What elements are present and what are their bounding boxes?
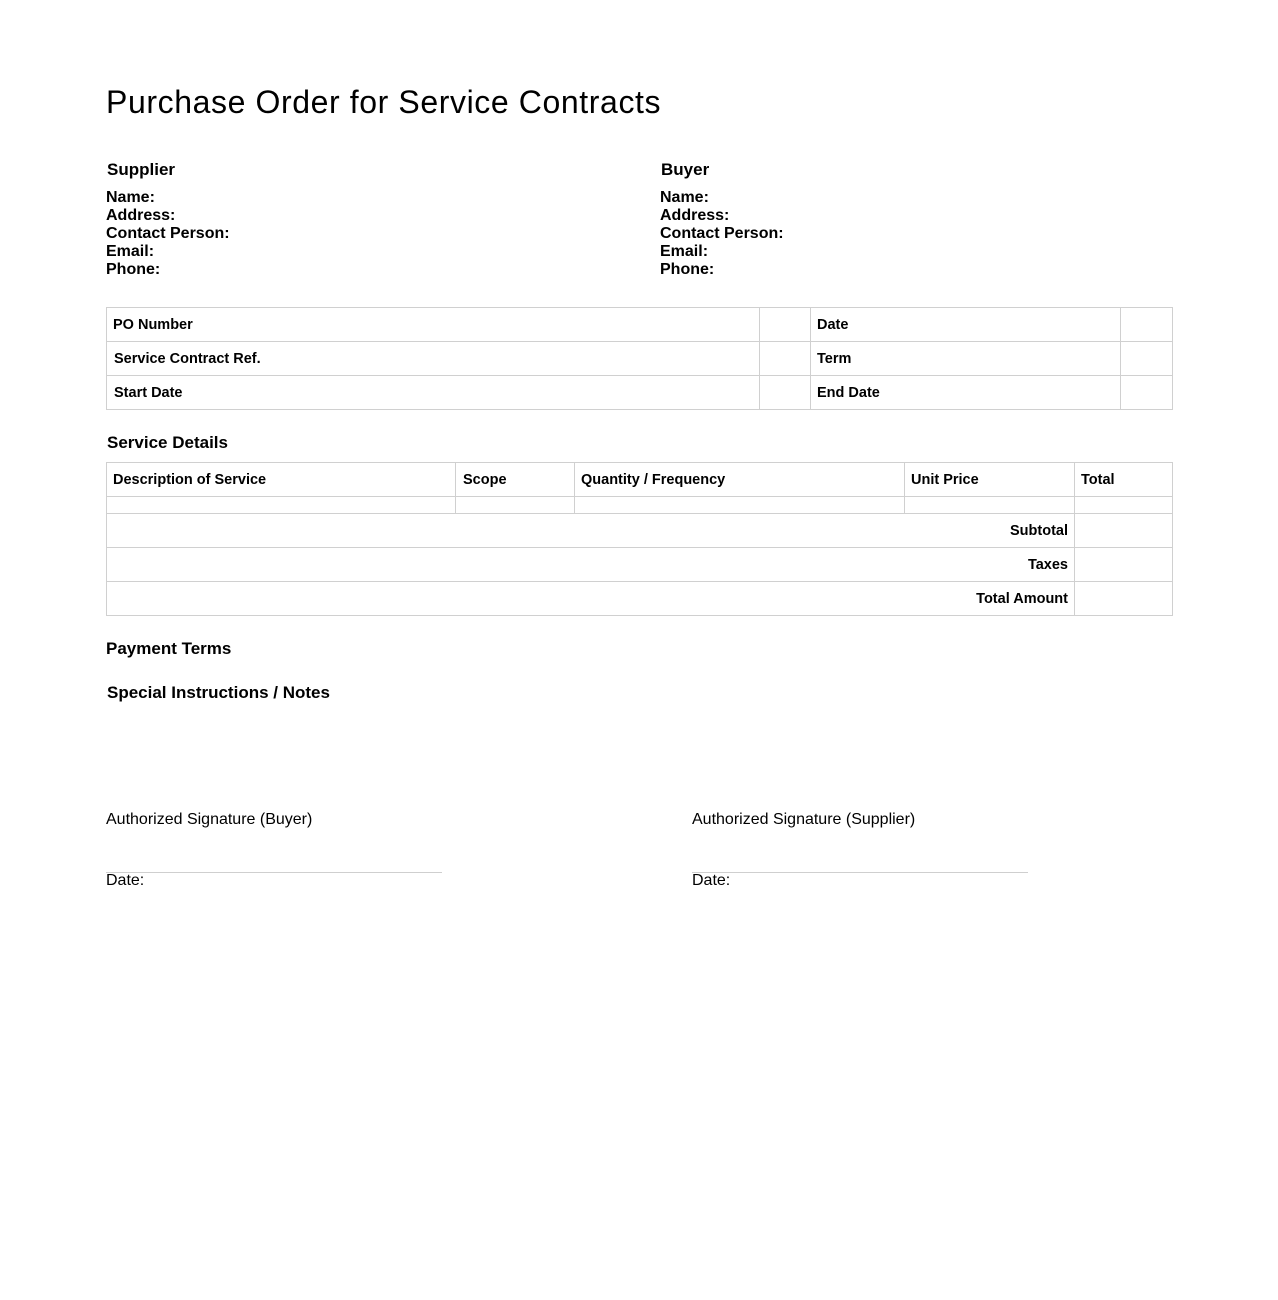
supplier-signature-label: Authorized Signature (Supplier) [692, 811, 916, 828]
subtotal-label: Subtotal [107, 514, 1075, 548]
taxes-row [107, 548, 1173, 582]
buyer-heading: Buyer [661, 160, 710, 179]
unit-price-cell[interactable] [905, 497, 1075, 514]
scope-cell[interactable] [456, 497, 575, 514]
supplier-address-label: Address: [106, 207, 176, 224]
buyer-signature-date-label: Date: [106, 872, 145, 889]
line-total-cell[interactable] [1075, 497, 1173, 514]
supplier-section [106, 160, 606, 279]
buyer-contact-label: Contact Person: [660, 225, 784, 242]
service-details-table [106, 462, 1173, 616]
quantity-column-header: Quantity / Frequency [575, 463, 905, 497]
term-value-cell[interactable] [1121, 342, 1173, 376]
notes-heading: Special Instructions / Notes [107, 683, 330, 702]
total-amount-label: Total Amount [107, 582, 1075, 616]
subtotal-row [107, 514, 1173, 548]
supplier-name-label: Name: [106, 189, 155, 206]
po-info-row [107, 376, 1173, 410]
total-amount-row [107, 582, 1173, 616]
supplier-phone-label: Phone: [106, 261, 161, 278]
quantity-cell[interactable] [575, 497, 905, 514]
po-number-value-cell[interactable] [760, 308, 811, 342]
description-column-header: Description of Service [107, 463, 456, 497]
scope-column-header: Scope [456, 463, 575, 497]
supplier-email-label: Email: [106, 243, 155, 260]
end-date-value-cell[interactable] [1121, 376, 1173, 410]
po-info-row [107, 308, 1173, 342]
total-column-header: Total [1075, 463, 1173, 497]
buyer-signature-line[interactable] [106, 872, 442, 873]
po-number-label: PO Number [107, 308, 760, 342]
po-info-row [107, 342, 1173, 376]
supplier-contact-label: Contact Person: [106, 225, 230, 242]
term-label: Term [811, 342, 1121, 376]
total-amount-value-cell[interactable] [1075, 582, 1173, 616]
page-title: Purchase Order for Service Contracts [106, 84, 662, 120]
supplier-signature-date-label: Date: [692, 872, 731, 889]
payment-terms-heading: Payment Terms [106, 639, 232, 658]
buyer-phone-label: Phone: [660, 261, 715, 278]
supplier-signature-line[interactable] [692, 872, 1028, 873]
buyer-address-label: Address: [660, 207, 730, 224]
start-date-value-cell[interactable] [760, 376, 811, 410]
start-date-label: Start Date [107, 376, 760, 410]
date-label: Date [811, 308, 1121, 342]
buyer-signature-label: Authorized Signature (Buyer) [106, 811, 313, 828]
po-info-table [106, 307, 1173, 410]
service-header-row [107, 463, 1173, 497]
unit-price-column-header: Unit Price [905, 463, 1075, 497]
supplier-heading: Supplier [107, 160, 176, 179]
contract-ref-value-cell[interactable] [760, 342, 811, 376]
contract-ref-label: Service Contract Ref. [107, 342, 760, 376]
end-date-label: End Date [811, 376, 1121, 410]
taxes-label: Taxes [107, 548, 1075, 582]
service-line-row [107, 497, 1173, 514]
service-details-heading: Service Details [107, 433, 228, 452]
taxes-value-cell[interactable] [1075, 548, 1173, 582]
buyer-email-label: Email: [660, 243, 709, 260]
date-value-cell[interactable] [1121, 308, 1173, 342]
buyer-section [660, 160, 1160, 279]
buyer-name-label: Name: [660, 189, 709, 206]
description-cell[interactable] [107, 497, 456, 514]
subtotal-value-cell[interactable] [1075, 514, 1173, 548]
